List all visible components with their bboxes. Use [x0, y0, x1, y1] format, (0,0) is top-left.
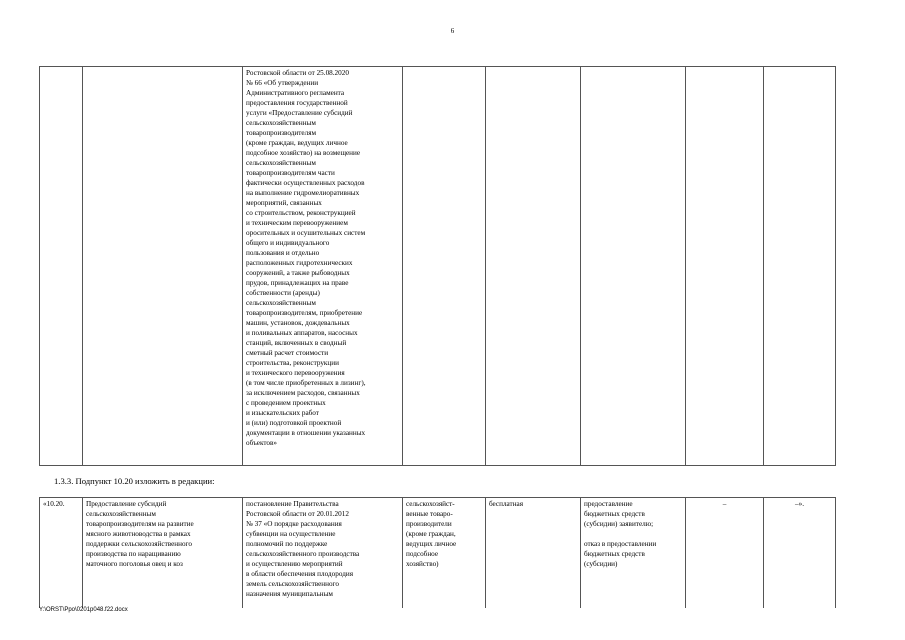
cell-legal-basis	[243, 498, 403, 609]
text-line: товаропроизводителям	[246, 129, 317, 137]
text-line: производители	[406, 520, 452, 528]
text-line: за исключением расходов, связанных	[246, 389, 360, 397]
text-line: машин, установок, дождевальных	[246, 319, 350, 327]
text-line: полномочий по поддержке	[246, 540, 328, 548]
text-line: сооружений, а также рыбоводных	[246, 269, 350, 277]
text-line: в области обеспечения плодородия	[246, 570, 354, 578]
text-line: подсобное хозяйство) на возмещение	[246, 149, 361, 157]
cell-fee	[486, 67, 581, 466]
continued-table	[39, 66, 836, 466]
text-line: предоставления государственной	[246, 99, 348, 107]
text-line: сельскохозяйственным	[86, 510, 156, 518]
text-line: № 37 «О порядке расходования	[246, 520, 342, 528]
cell-col8	[764, 67, 836, 466]
text-line: Предоставление субсидий	[86, 500, 167, 508]
text-line: строительства, реконструкции	[246, 359, 339, 367]
text-line: и технического перевооружения	[246, 369, 345, 377]
cell-col7	[686, 67, 764, 466]
text-line: ведущих личное	[406, 540, 457, 548]
amended-table	[39, 497, 836, 608]
text-line: предоставление	[584, 500, 633, 508]
text-line: и осуществлению мероприятий	[246, 560, 343, 568]
text-line: № 66 «Об утверждении	[246, 79, 319, 87]
cell-number: «10.20.	[40, 498, 83, 609]
text-line: назначения муниципальным	[246, 590, 333, 598]
text-line: услуги «Предоставление субсидий	[246, 109, 353, 117]
text-line: мясного животноводства в рамках	[86, 530, 191, 538]
text-line: с проведением проектных	[246, 399, 326, 407]
text-line: отказ в предоставлении	[584, 540, 657, 548]
text-line: маточного поголовья овец и коз	[86, 560, 183, 568]
text-line: со строительством, реконструкцией	[246, 209, 356, 217]
footer-file-path: Y:\ORST\Ppo\0201p048.f22.docx	[39, 607, 128, 613]
text-line: бюджетных средств	[584, 550, 645, 558]
text-line: и (или) подготовкой проектной	[246, 419, 342, 427]
text-line: и техническим перевооружением	[246, 219, 348, 227]
text-line: сельскохозяйственным	[246, 299, 316, 307]
text-line: Ростовской области от 25.08.2020	[246, 69, 349, 77]
text-line: сельскохозяйственным	[246, 159, 316, 167]
cell-service	[83, 67, 243, 466]
text-line: документации в отношении указанных	[246, 429, 366, 437]
cell-fee: бесплатная	[486, 498, 581, 609]
text-line: (субсидии) заявителю;	[584, 520, 654, 528]
text-line: (в том числе приобретенных в лизинг),	[246, 379, 366, 387]
text-line: бюджетных средств	[584, 510, 645, 518]
text-line: подсобное	[406, 550, 439, 558]
text-line: сметный расчет стоимости	[246, 349, 329, 357]
text-line: субвенции на осуществление	[246, 530, 336, 538]
text-line: постановление Правительства	[246, 500, 339, 508]
cell-legal-basis	[243, 67, 403, 466]
text-line: мероприятий, связанных	[246, 199, 322, 207]
cell-number	[40, 67, 83, 466]
text-line	[584, 529, 682, 539]
text-line: фактически осуществленных расходов	[246, 179, 365, 187]
text-line: расположенных гидротехнических	[246, 259, 353, 267]
cell-recipients	[403, 67, 486, 466]
text-line: поддержки сельскохозяйственного	[86, 540, 192, 548]
cell-service	[83, 498, 243, 609]
text-line: Ростовской области от 20.01.2012	[246, 510, 349, 518]
page-number: 6	[450, 27, 455, 35]
text-line: и поливальных аппаратов, насосных	[246, 329, 358, 337]
text-line: станций, включенных в сводный	[246, 339, 347, 347]
text-line: (кроме граждан,	[406, 530, 456, 538]
text-line: сельскохозяйст-	[406, 500, 455, 508]
text-line: прудов, принадлежащих на праве	[246, 279, 349, 287]
text-line: земель сельскохозяйственного	[246, 580, 339, 588]
text-line: хозяйство)	[406, 560, 439, 568]
cell-col8: –».	[764, 498, 836, 609]
text-line: (кроме граждан, ведущих личное	[246, 139, 348, 147]
text-line: сельскохозяйственного производства	[246, 550, 360, 558]
text-line: товаропроизводителям, приобретение	[246, 309, 363, 317]
text-line: оросительных и осушительных систем	[246, 229, 366, 237]
section-heading: 1.3.3. Подпункт 10.20 изложить в редакции:	[54, 476, 215, 486]
cell-result	[581, 67, 686, 466]
text-line: сельскохозяйственным	[246, 119, 316, 127]
text-line: пользования и отдельно	[246, 249, 320, 257]
cell-col7: –	[686, 498, 764, 609]
text-line: венные товаро-	[406, 510, 453, 518]
text-line: товаропроизводителям на развитие	[86, 520, 194, 528]
text-line: объектов»	[246, 439, 278, 447]
text-line: и изыскательских работ	[246, 409, 319, 417]
cell-result	[581, 498, 686, 609]
text-line: товаропроизводителям части	[246, 169, 335, 177]
table-row	[40, 67, 836, 466]
text-line: на выполнение гидромелиоративных	[246, 189, 360, 197]
text-line: собственности (аренды)	[246, 289, 320, 297]
text-line: общего и индивидуального	[246, 239, 330, 247]
cell-recipients	[403, 498, 486, 609]
table-row	[40, 498, 836, 609]
text-line: (субсидии)	[584, 560, 618, 568]
text-line: производства по наращиванию	[86, 550, 181, 558]
text-line: Административного регламента	[246, 89, 345, 97]
